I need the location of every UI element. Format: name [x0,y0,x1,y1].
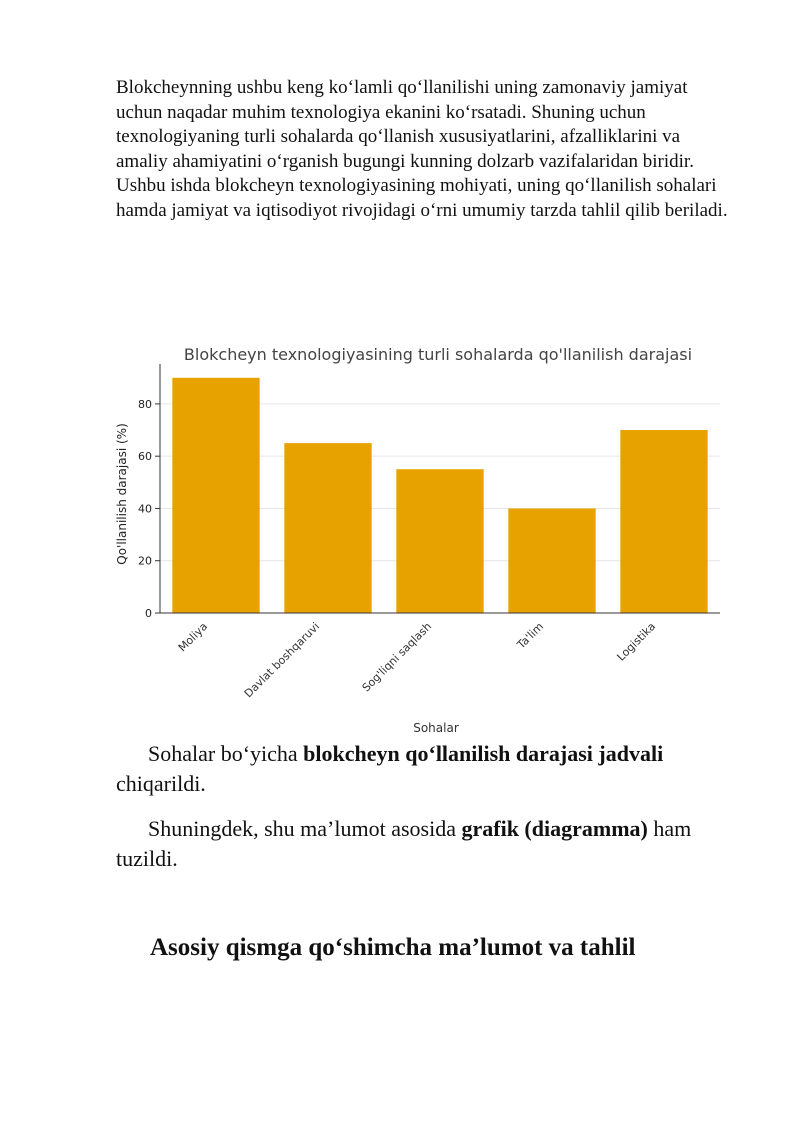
p2-text-before: Shuningdek, shu ma’lumot asosida [148,816,462,841]
bar [284,443,371,613]
p1-text-before: Sohalar bo‘yicha [148,741,304,766]
p2-bold-text: grafik (diagramma) [461,816,648,841]
paragraph-chart-built [116,814,756,874]
y-tick-label: 40 [138,502,152,516]
y-tick-label: 80 [138,397,152,411]
x-tick-label: Sog'liqni saqlash [359,619,435,695]
y-tick-label: 0 [145,607,152,620]
p1-text-after: chiqarildi. [116,771,206,796]
x-tick-label: Ta'lim [514,619,547,652]
y-tick-label: 20 [138,554,152,568]
p2-text-after: ham tuzildi. [116,816,692,871]
chart-svg [108,336,728,738]
usage-bar-chart [108,336,728,738]
y-tick-label: 60 [138,450,152,464]
bar [620,430,707,613]
bar [172,378,259,613]
bar [508,508,595,613]
intro-paragraph: Blokcheynning ushbu keng ko‘lamli qo‘llanilishi uning zamonaviy jamiyat uchun naqadar muhim texnologiya ekanini ko‘rsatadi. Shuning uchun texnologiyaning turli sohalarda qo‘llanish xususiyatlarini, afzalliklarini va amaliy ahamiyatini o‘rganish bugungi kunning dolzarb vazifalaridan biridir. Ushbu ishda blokcheyn texnologiyasining mohiyati, uning qo‘llanilish sohalari hamda jamiyat va iqtisodiyot rivojidagi o‘rni umumiy tarzda tahlil qilib beriladi. [116,77,728,221]
chart-x-axis-label: Sohalar [413,721,459,735]
p1-bold-text: blokcheyn qo‘llanilish darajasi jadvali [303,741,664,766]
section-heading: Asosiy qismga qo‘shimcha ma’lumot va tahlil [150,934,636,961]
paragraph-table-output [116,739,756,799]
bar [396,469,483,613]
chart-y-axis-label: Qo'llanilish darajasi (%) [115,423,129,565]
x-tick-label: Davlat boshqaruvi [241,619,323,701]
chart-title: Blokcheyn texnologiyasining turli sohalarda qo'llanilish darajasi [183,345,693,364]
x-tick-label: Logistika [614,619,659,664]
x-tick-label: Moliya [175,619,211,655]
